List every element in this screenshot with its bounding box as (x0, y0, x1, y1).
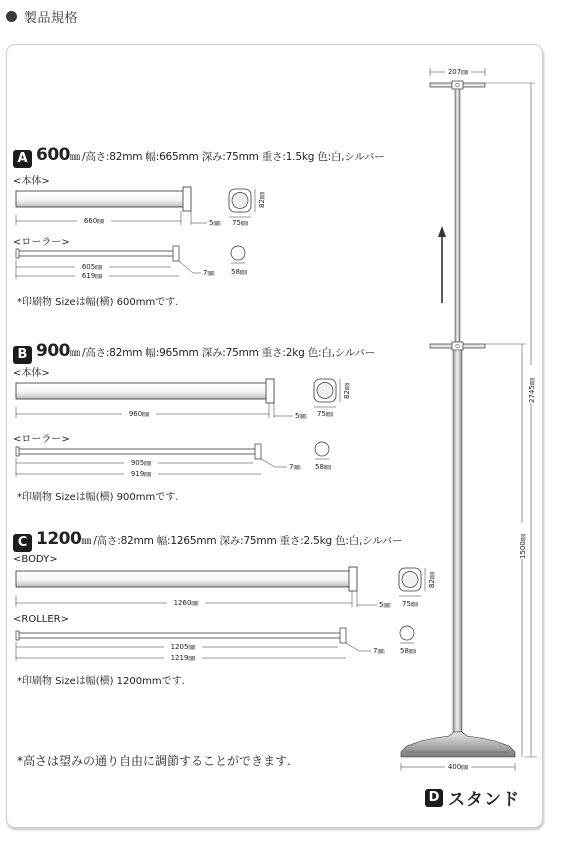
stand-base-width: 400㎜ (447, 763, 469, 771)
roller-gap-a: 7㎜ (203, 269, 215, 277)
height-note: *高さは望みの通り自由に調節することができます. (17, 754, 291, 768)
section-title: 製品規格 (24, 10, 79, 26)
roller-label-a: <ローラー> (13, 237, 70, 248)
roller-drawing-c (16, 628, 385, 662)
roller-outer-a: 619㎜ (81, 272, 103, 280)
size-unit-c: ㎜ (81, 536, 92, 547)
cross-width-c: 75㎜ (402, 600, 418, 608)
gap-c: 5㎜ (379, 601, 391, 609)
cross-width-a: 75㎜ (232, 219, 248, 227)
roller-dia-b: 58㎜ (315, 463, 331, 471)
stand-max-height: 2745㎜ (528, 378, 536, 403)
size-unit-a: ㎜ (70, 152, 80, 163)
note-b: *印刷物 Sizeは幅(横) 900mmです. (17, 492, 179, 503)
size-a: 600 (36, 145, 70, 165)
roller-gap-b: 7㎜ (289, 463, 301, 471)
cross-height-b: 82㎜ (343, 383, 351, 399)
technical-drawing (7, 45, 542, 827)
body-drawing-b (16, 379, 307, 420)
cross-height-c: 82㎜ (428, 572, 436, 588)
body-drawing-a (16, 187, 221, 227)
spec-text-c: /高さ:82mm 幅:1265mm 深み:75mm 重さ:2.5kg 色:白,シルバー (93, 535, 403, 547)
roller-inner-b: 905㎜ (130, 459, 152, 467)
spec-text-a: /高さ:82mm 幅:665mm 深み:75mm 重さ:1.5kg 色:白,シルバー (82, 151, 385, 163)
body-label-c: <BODY> (13, 554, 58, 565)
cross-section-c (399, 568, 436, 608)
badge-c: C (13, 534, 32, 552)
body-label-b: <本体> (13, 368, 50, 379)
roller-drawing-b (16, 444, 301, 478)
roller-circle-a (231, 246, 248, 276)
roller-outer-b: 919㎜ (130, 470, 152, 478)
roller-label-c: <ROLLER> (13, 614, 69, 625)
stand-min-height: 1500㎜ (519, 534, 527, 559)
badge-d: D (425, 789, 443, 807)
stand-label: スタンド (448, 790, 520, 810)
size-b: 900 (36, 341, 70, 361)
roller-drawing-a (16, 246, 215, 280)
body-length-c: 1260㎜ (173, 599, 199, 607)
cross-section-b (314, 379, 351, 418)
size-unit-b: ㎜ (70, 348, 80, 359)
cross-width-b: 75㎜ (317, 410, 333, 418)
note-a: *印刷物 Sizeは幅(横) 600mmです. (17, 297, 179, 308)
body-length-b: 960㎜ (128, 410, 150, 418)
size-c: 1200 (36, 529, 82, 549)
body-drawing-c (16, 567, 391, 609)
section-header (6, 6, 78, 26)
cross-height-a: 82㎜ (258, 192, 266, 208)
gap-a: 5㎜ (209, 219, 221, 227)
stand-drawing (401, 67, 537, 771)
gap-b: 5㎜ (295, 412, 307, 420)
body-length-a: 660㎜ (83, 217, 105, 225)
spec-text-b: /高さ:82mm 幅:965mm 深み:75mm 重さ:2kg 色:白,シルバー (82, 347, 375, 359)
roller-circle-c (400, 626, 417, 655)
badge-a: A (13, 150, 32, 168)
roller-outer-c: 1219㎜ (170, 654, 196, 662)
body-label-a: <本体> (13, 176, 50, 187)
roller-inner-a: 605㎜ (81, 263, 103, 271)
cross-section-a (229, 189, 266, 227)
roller-label-b: <ローラー> (13, 434, 70, 445)
badge-b: B (13, 346, 32, 364)
stand-top-width: 207㎜ (447, 68, 469, 76)
roller-dia-c: 58㎜ (400, 647, 416, 655)
spec-panel (6, 44, 543, 828)
roller-inner-c: 1205㎜ (170, 643, 196, 651)
note-c: *印刷物 Sizeは幅(横) 1200mmです. (17, 676, 185, 687)
roller-dia-a: 58㎜ (231, 268, 247, 276)
roller-gap-c: 7㎜ (373, 647, 385, 655)
bullet-icon (6, 11, 17, 22)
roller-circle-b (315, 442, 332, 471)
